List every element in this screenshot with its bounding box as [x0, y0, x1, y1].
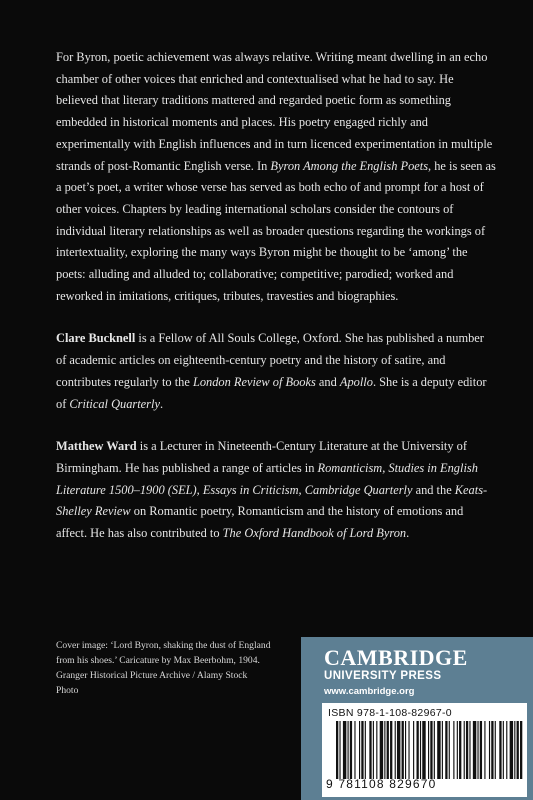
publisher-website: www.cambridge.org: [324, 686, 415, 697]
publication-title: Apollo: [339, 374, 373, 389]
cover-image-credit: Cover image: ‘Lord Byron, shaking the dust of England from his shoes.’ Caricature by Max Beerbohm, 1904. Granger Historical Picture Archive / Alamy Stock Photo: [56, 640, 271, 696]
publication-title: Critical Quarterly: [69, 396, 160, 411]
barcode-box: [322, 703, 527, 797]
bio-text: on Romantic poetry, Romanticism and the history of emotions and affect. He has also contributed to: [56, 504, 464, 541]
publisher-logo-name: CAMBRIDGE: [324, 645, 468, 670]
barcode-digits: 9 781108 829670: [326, 777, 437, 791]
isbn-label: ISBN 978-1-108-82967-0: [328, 707, 452, 719]
book-title: Byron Among the English Poets: [270, 158, 429, 173]
publisher-panel: [301, 637, 533, 800]
bio-text: .: [406, 526, 410, 541]
publication-title: Keats-Shelley Review: [56, 482, 488, 519]
description-paragraph: [56, 47, 496, 307]
author-name: Clare Bucknell: [56, 331, 136, 346]
publisher-logo-sub: UNIVERSITY PRESS: [324, 670, 442, 682]
bio-text: is a Lecturer in Nineteenth-Century Literature at the University of Birmingham. He has published a range of articles in: [56, 439, 467, 475]
description-text-cont: , he is seen as a poet’s poet, a writer whose verse has served as both echo of and prompt for a host of other voices. Chapters by leading international scholars consider the contours of individual literary relationships as well as broader questions regarding the workings of intertextuality, exploring the many ways Byron might be thought to be ‘among’ the poets: alluding and alluded to; collaborative; competitive; parodied; worked and reworked in imitations, critiques, tributes, travesties and biographies.: [56, 158, 496, 303]
bio-text: and: [315, 374, 340, 389]
back-cover-text: [56, 47, 496, 566]
publication-titles: Romanticism, Studies in English Literature 1500–1900 (SEL), Essays in Criticism, Cambridge Quarterly: [56, 460, 478, 497]
publication-title: London Review of Books: [192, 374, 316, 389]
bio-text: is a Fellow of All Souls College, Oxford. She has published a number of academic articles on eighteenth-century poetry and the history of satire, and contributes regularly to the: [56, 331, 484, 389]
author-bio-bucknell: [56, 328, 496, 415]
bio-text: .: [159, 396, 164, 411]
author-bio-ward: [56, 436, 496, 545]
publication-title: The Oxford Handbook of Lord Byron: [222, 526, 407, 541]
bio-text: and the: [412, 482, 455, 497]
author-name: Matthew Ward: [56, 439, 137, 454]
description-text: For Byron, poetic achievement was always relative. Writing meant dwelling in an echo chamber of other voices that enriched and contextualised what he had to say. He believed that literary traditions mattered and regarded poetic form as something embedded in historical moments and places. His poetry engaged richly and experimentally with English influences and in turn licenced experimentation in multiple strands of post-Romantic English verse. In: [56, 50, 493, 173]
barcode-icon: [336, 721, 524, 779]
bio-text: . She is a deputy editor of: [56, 374, 487, 411]
